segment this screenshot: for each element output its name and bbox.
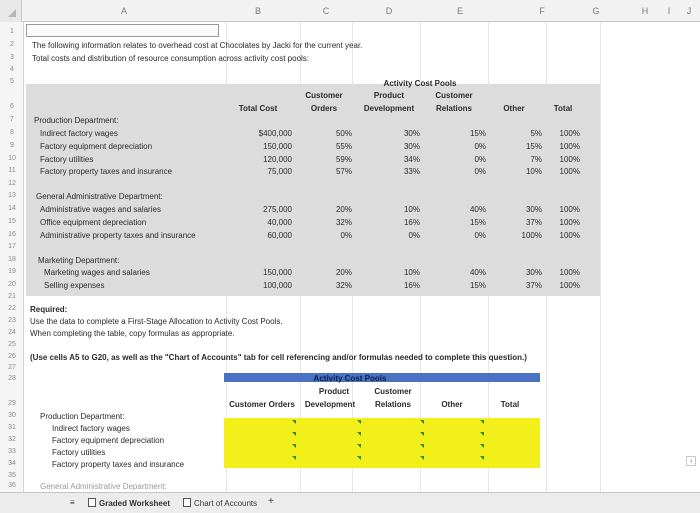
- answer-header-customer-1: Customer: [374, 387, 412, 396]
- row-number[interactable]: 16: [8, 231, 16, 238]
- row-label: Marketing wages and salaries: [44, 268, 150, 277]
- tab-graded-worksheet-label: Graded Worksheet: [99, 499, 170, 508]
- customer-relations-pct: 0%: [474, 231, 486, 240]
- row-number[interactable]: 20: [8, 281, 16, 288]
- row-number[interactable]: 25: [8, 341, 16, 348]
- product-development-pct: 0%: [408, 231, 420, 240]
- required-title: Required:: [30, 305, 68, 314]
- other-pct: 10%: [525, 167, 542, 176]
- answer-header-total: Total: [500, 400, 520, 409]
- other-pct: 30%: [525, 268, 542, 277]
- header-product-development-1: Product: [373, 91, 405, 100]
- customer-orders-pct: 20%: [335, 205, 352, 214]
- total-pct: 100%: [559, 268, 580, 277]
- row-number[interactable]: 1: [10, 28, 14, 35]
- column-header-f[interactable]: F: [539, 6, 545, 16]
- total-pct: 100%: [559, 205, 580, 214]
- column-header-c[interactable]: C: [322, 6, 330, 16]
- product-development-pct: 30%: [403, 142, 420, 151]
- total-pct: 100%: [559, 167, 580, 176]
- header-customer-relations-1: Customer: [435, 91, 473, 100]
- customer-relations-pct: 15%: [469, 129, 486, 138]
- product-development-pct: 30%: [403, 129, 420, 138]
- total-cost-value: 275,000: [263, 205, 292, 214]
- row-number[interactable]: 4: [10, 66, 14, 73]
- column-header-a[interactable]: A: [120, 6, 127, 16]
- total-cost-value: 150,000: [263, 142, 292, 151]
- row-number[interactable]: 8: [10, 129, 14, 136]
- row-number[interactable]: 9: [10, 142, 14, 149]
- customer-orders-pct: 20%: [335, 268, 352, 277]
- tab-chart-of-accounts-label: Chart of Accounts: [194, 499, 258, 508]
- product-development-pct: 10%: [403, 205, 420, 214]
- other-pct: 15%: [525, 142, 542, 151]
- selected-cell-a1[interactable]: [26, 24, 219, 37]
- header-other: Other: [503, 104, 525, 113]
- total-pct: 100%: [559, 155, 580, 164]
- column-header-bar: [0, 0, 700, 22]
- answer-input-area[interactable]: [224, 418, 540, 468]
- row-number[interactable]: 5: [10, 78, 14, 85]
- row-number[interactable]: 15: [8, 218, 16, 225]
- cell-marker-icon: [292, 456, 296, 460]
- row-number[interactable]: 29: [8, 400, 16, 407]
- cell-marker-icon: [480, 420, 484, 424]
- header-activity-cost-pools: Activity Cost Pools: [383, 79, 457, 88]
- row-number[interactable]: 13: [8, 192, 16, 199]
- column-header-j[interactable]: J: [686, 6, 692, 16]
- cell-marker-icon: [292, 432, 296, 436]
- cell-marker-icon: [420, 432, 424, 436]
- row-label: Factory property taxes and insurance: [40, 167, 173, 176]
- customer-relations-pct: 15%: [469, 281, 486, 290]
- row-label: Factory utilities: [40, 155, 94, 164]
- cell-marker-icon: [480, 432, 484, 436]
- section-general-admin: General Administrative Department:: [36, 192, 163, 201]
- total-pct: 100%: [559, 231, 580, 240]
- product-development-pct: 16%: [403, 218, 420, 227]
- other-pct: 37%: [525, 281, 542, 290]
- scroll-right-arrow-icon[interactable]: ›: [686, 456, 696, 466]
- answer-header-product-2: Development: [304, 400, 356, 409]
- header-customer-orders-2: Orders: [310, 104, 338, 113]
- customer-relations-pct: 15%: [469, 218, 486, 227]
- total-cost-value: 100,000: [263, 281, 292, 290]
- total-cost-value: 120,000: [263, 155, 292, 164]
- row-number[interactable]: 3: [10, 54, 14, 61]
- column-header-e[interactable]: E: [456, 6, 463, 16]
- answer-header-customer-orders: Customer Orders: [229, 400, 295, 409]
- add-sheet-button[interactable]: +: [268, 496, 274, 507]
- cell-marker-icon: [357, 420, 361, 424]
- header-total: Total: [553, 104, 573, 113]
- row-number[interactable]: 6: [10, 103, 14, 110]
- cell-marker-icon: [420, 456, 424, 460]
- cell-marker-icon: [420, 420, 424, 424]
- header-customer-orders-1: Customer: [305, 91, 343, 100]
- row-number[interactable]: 21: [8, 293, 16, 300]
- row-number[interactable]: 26: [8, 353, 16, 360]
- row-number[interactable]: 34: [8, 460, 16, 467]
- column-header-g[interactable]: G: [592, 6, 600, 16]
- row-number[interactable]: 12: [8, 180, 16, 187]
- row-number[interactable]: 7: [10, 116, 14, 123]
- row-number[interactable]: 33: [8, 448, 16, 455]
- total-cost-value: $400,000: [258, 129, 292, 138]
- row-number[interactable]: 24: [8, 329, 16, 336]
- other-pct: 100%: [521, 231, 542, 240]
- answer-section-production: Production Department:: [40, 412, 125, 421]
- customer-relations-pct: 40%: [469, 205, 486, 214]
- answer-header-activity-cost-pools: Activity Cost Pools: [313, 374, 387, 383]
- cell-marker-icon: [357, 444, 361, 448]
- row-number[interactable]: 18: [8, 256, 16, 263]
- total-cost-value: 60,000: [267, 231, 292, 240]
- other-pct: 37%: [525, 218, 542, 227]
- total-cost-value: 75,000: [267, 167, 292, 176]
- select-all-corner[interactable]: [0, 0, 22, 22]
- row-number[interactable]: 14: [8, 205, 16, 212]
- cell-marker-icon: [292, 420, 296, 424]
- customer-orders-pct: 55%: [335, 142, 352, 151]
- header-total-cost: Total Cost: [238, 104, 278, 113]
- answer-header-customer-2: Relations: [374, 400, 411, 409]
- other-pct: 5%: [530, 129, 542, 138]
- row-number[interactable]: 35: [8, 472, 16, 479]
- other-pct: 7%: [530, 155, 542, 164]
- cell-marker-icon: [357, 432, 361, 436]
- row-label: Selling expenses: [44, 281, 105, 290]
- required-line-3: (Use cells A5 to G20, as well as the "Chart of Accounts" tab for cell referencing and/or formulas needed to complete this question.): [30, 353, 527, 362]
- sheet-icon: [88, 498, 96, 507]
- total-pct: 100%: [559, 281, 580, 290]
- customer-relations-pct: 0%: [474, 142, 486, 151]
- total-pct: 100%: [559, 129, 580, 138]
- header-customer-relations-2: Relations: [435, 104, 472, 113]
- row-number[interactable]: 11: [8, 167, 16, 174]
- row-number[interactable]: 17: [8, 243, 16, 250]
- gridline: [600, 22, 601, 492]
- customer-relations-pct: 40%: [469, 268, 486, 277]
- answer-row-label: Indirect factory wages: [52, 424, 130, 433]
- cell-marker-icon: [292, 444, 296, 448]
- row-number[interactable]: 22: [8, 305, 16, 312]
- row-number[interactable]: 19: [8, 268, 16, 275]
- row-number[interactable]: 28: [8, 375, 16, 382]
- total-cost-value: 150,000: [263, 268, 292, 277]
- tab-chart-of-accounts[interactable]: [183, 498, 257, 508]
- product-development-pct: 33%: [403, 167, 420, 176]
- total-cost-value: 40,000: [267, 218, 292, 227]
- row-label: Factory equipment depreciation: [40, 142, 153, 151]
- customer-orders-pct: 59%: [335, 155, 352, 164]
- other-pct: 30%: [525, 205, 542, 214]
- section-marketing: Marketing Department:: [38, 256, 120, 265]
- total-pct: 100%: [559, 142, 580, 151]
- cell-marker-icon: [357, 456, 361, 460]
- section-production: Production Department:: [34, 116, 119, 125]
- cell-marker-icon: [480, 456, 484, 460]
- answer-row-label: Factory property taxes and insurance: [52, 460, 185, 469]
- answer-section-admin: General Administrative Department:: [40, 482, 167, 491]
- row-label: Administrative wages and salaries: [40, 205, 161, 214]
- answer-row-label: Factory utilities: [52, 448, 106, 457]
- customer-orders-pct: 57%: [335, 167, 352, 176]
- customer-orders-pct: 32%: [335, 281, 352, 290]
- column-header-i[interactable]: I: [667, 6, 671, 16]
- row-number[interactable]: 10: [8, 155, 16, 162]
- column-header-d[interactable]: D: [385, 6, 393, 16]
- sheet-icon: [183, 498, 191, 507]
- required-line-1: Use the data to complete a First-Stage Allocation to Activity Cost Pools.: [30, 317, 283, 326]
- answer-header-product-1: Product: [318, 387, 350, 396]
- sheet-menu-icon[interactable]: ≡: [70, 498, 75, 507]
- customer-orders-pct: 32%: [335, 218, 352, 227]
- row-number[interactable]: 23: [8, 317, 16, 324]
- column-header-b[interactable]: B: [254, 6, 261, 16]
- header-product-development-2: Development: [363, 104, 415, 113]
- customer-relations-pct: 0%: [474, 155, 486, 164]
- row-label: Office equipment depreciation: [40, 218, 147, 227]
- answer-row-label: Factory equipment depreciation: [52, 436, 165, 445]
- select-all-triangle-icon: [8, 9, 16, 17]
- row-label: Indirect factory wages: [40, 129, 118, 138]
- row-number[interactable]: 32: [8, 436, 16, 443]
- product-development-pct: 34%: [403, 155, 420, 164]
- product-development-pct: 16%: [403, 281, 420, 290]
- sheet-tab-bar: [0, 492, 700, 513]
- cell-marker-icon: [480, 444, 484, 448]
- cell-marker-icon: [420, 444, 424, 448]
- column-header-h[interactable]: H: [641, 6, 649, 16]
- intro-line-1: The following information relates to overhead cost at Chocolates by Jacki for the current year.: [32, 41, 363, 50]
- row-number[interactable]: 27: [8, 364, 16, 371]
- total-pct: 100%: [559, 218, 580, 227]
- row-label: Administrative property taxes and insurance: [40, 231, 196, 240]
- row-number[interactable]: 2: [10, 41, 14, 48]
- row-number[interactable]: 30: [8, 412, 16, 419]
- row-number[interactable]: 31: [8, 424, 16, 431]
- tab-graded-worksheet[interactable]: [88, 498, 170, 508]
- product-development-pct: 10%: [403, 268, 420, 277]
- required-line-2: When completing the table, copy formulas as appropriate.: [30, 329, 235, 338]
- customer-relations-pct: 0%: [474, 167, 486, 176]
- intro-line-2: Total costs and distribution of resource consumption across activity cost pools:: [32, 54, 310, 63]
- customer-orders-pct: 50%: [335, 129, 352, 138]
- answer-header-other: Other: [441, 400, 463, 409]
- row-number[interactable]: 36: [8, 482, 16, 489]
- customer-orders-pct: 0%: [340, 231, 352, 240]
